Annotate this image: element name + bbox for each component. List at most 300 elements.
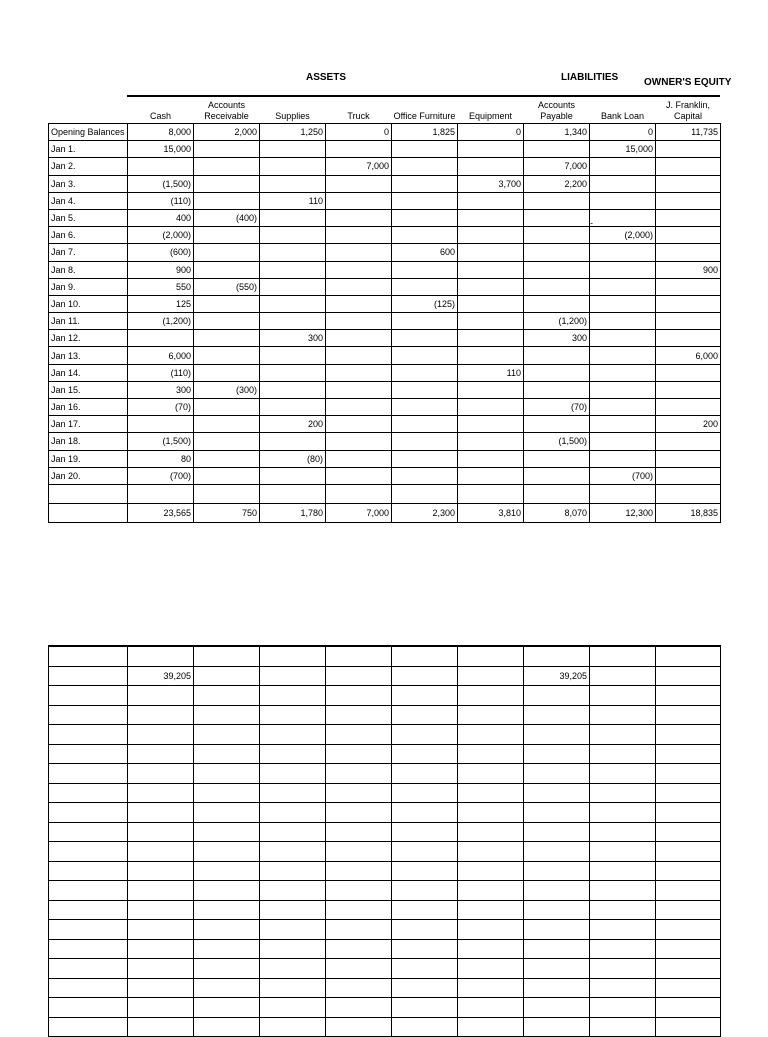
cell-furniture [392,416,458,433]
column-header-line1 [130,100,192,111]
cell-truck [326,141,392,158]
worksheet-cell [326,978,392,998]
cell-supplies [260,158,326,175]
row-description: Jan 1. [49,141,128,158]
cell-furniture [392,209,458,226]
cell-capital [656,295,721,312]
worksheet-cell [49,705,128,725]
worksheet-cell [392,705,458,725]
cell-truck [326,278,392,295]
worksheet-row [49,744,721,764]
worksheet-cell [326,744,392,764]
worksheet-cell [326,725,392,745]
transaction-row [49,141,721,158]
cell-supplies [260,381,326,398]
worksheet-cell [524,705,590,725]
cell-ar [194,192,260,209]
worksheet-cell [524,822,590,842]
worksheet-cell [49,900,128,920]
cell-truck [326,450,392,467]
cell-cash: 550 [128,278,194,295]
cell-ap [524,450,590,467]
cell-capital: 200 [656,416,721,433]
worksheet-cell: 39,205 [128,666,194,686]
cell-equipment [458,450,524,467]
worksheet-cell [590,666,656,686]
worksheet-cell [128,705,194,725]
worksheet-cell [590,939,656,959]
worksheet-cell [524,1017,590,1037]
worksheet-cell [656,646,721,666]
worksheet-cell [656,744,721,764]
worksheet-cell [524,861,590,881]
worksheet-cell [260,978,326,998]
cell-supplies: 1,250 [260,124,326,141]
total-ar: 750 [194,503,260,522]
cell-ap [524,209,590,226]
worksheet-cell [590,783,656,803]
column-header-line2: Office Furniture [393,111,456,121]
total-supplies: 1,780 [260,503,326,522]
worksheet-cell [49,881,128,901]
worksheet-cell [49,822,128,842]
transaction-row [49,381,721,398]
cell-equipment [458,227,524,244]
worksheet-cell [326,998,392,1018]
empty-cell [49,484,128,503]
empty-cell [656,484,721,503]
cell-loan [590,381,656,398]
cell-truck [326,192,392,209]
total-capital: 18,835 [656,503,721,522]
worksheet-cell [326,783,392,803]
column-header-line1: Accounts [207,100,246,110]
worksheet-cell [49,842,128,862]
worksheet-cell [392,861,458,881]
cell-equipment [458,295,524,312]
row-description: Jan 12. [49,330,128,347]
cell-capital: 900 [656,261,721,278]
worksheet-cell [260,646,326,666]
worksheet-cell [392,744,458,764]
worksheet-row [49,783,721,803]
worksheet-row [49,803,721,823]
cell-loan [590,347,656,364]
cell-furniture [392,261,458,278]
cell-cash: 8,000 [128,124,194,141]
cell-ap: (1,200) [524,313,590,330]
worksheet-cell [524,803,590,823]
cell-supplies [260,175,326,192]
cell-truck: 0 [326,124,392,141]
worksheet-cell [326,920,392,940]
cell-capital [656,433,721,450]
worksheet-cell [326,686,392,706]
worksheet-cell [128,959,194,979]
worksheet-cell [260,744,326,764]
cell-equipment [458,347,524,364]
column-header-line2: Supplies [275,111,310,121]
transaction-row [49,192,721,209]
column-header-ap [524,97,590,124]
row-description: Jan 10. [49,295,128,312]
worksheet-cell [194,646,260,666]
worksheet-cell [49,725,128,745]
column-header-supplies [260,97,326,124]
cell-ap [524,244,590,261]
transaction-row [49,313,721,330]
row-description: Jan 5. [49,209,128,226]
cell-supplies [260,399,326,416]
worksheet-cell [524,744,590,764]
transaction-row [49,244,721,261]
cell-cash: (70) [128,399,194,416]
worksheet-cell [326,705,392,725]
cell-supplies: (80) [260,450,326,467]
worksheet-cell [194,1017,260,1037]
worksheet-cell [128,920,194,940]
cell-ar: 2,000 [194,124,260,141]
opening-balances-row [49,124,721,141]
row-description: Jan 16. [49,399,128,416]
cell-supplies [260,364,326,381]
total-furniture: 2,300 [392,503,458,522]
worksheet-cell [194,725,260,745]
cell-ar [194,227,260,244]
worksheet-cell [326,646,392,666]
cell-furniture [392,278,458,295]
cell-loan [590,433,656,450]
cell-capital [656,364,721,381]
worksheet-cell [194,783,260,803]
total-equipment: 3,810 [458,503,524,522]
liabilities-heading: LIABILITIES [561,72,619,83]
cell-capital [656,227,721,244]
worksheet-cell [524,686,590,706]
worksheet-cell [49,783,128,803]
worksheet-row [49,900,721,920]
worksheet-cell [458,939,524,959]
cell-supplies [260,261,326,278]
worksheet-cell [392,686,458,706]
worksheet-cell [590,686,656,706]
cell-ar [194,295,260,312]
worksheet-row [49,646,721,666]
worksheet-cell [590,646,656,666]
worksheet-cell [49,744,128,764]
worksheet-cell [194,881,260,901]
cell-furniture [392,141,458,158]
owners-equity-heading: OWNER'S EQUITY [644,77,732,88]
empty-cell [458,484,524,503]
column-header-truck [326,97,392,124]
worksheet-cell [260,666,326,686]
worksheet-cell [392,783,458,803]
cell-cash: (700) [128,467,194,484]
cell-furniture: 1,825 [392,124,458,141]
cell-ap [524,416,590,433]
worksheet-cell [524,959,590,979]
cell-capital [656,209,721,226]
worksheet-cell [656,666,721,686]
worksheet-cell [392,646,458,666]
worksheet-cell [524,783,590,803]
row-description: Jan 4. [49,192,128,209]
worksheet-cell [458,686,524,706]
cell-loan: 0 [590,124,656,141]
row-description: Jan 9. [49,278,128,295]
cell-truck [326,416,392,433]
worksheet-cell [458,920,524,940]
cell-loan: (2,000) [590,227,656,244]
column-header-line2: Truck [347,111,370,121]
cell-furniture [392,227,458,244]
column-header-cash [128,97,194,124]
column-header-line2: Equipment [468,111,513,121]
cell-cash: (110) [128,364,194,381]
cell-loan [590,209,656,226]
cell-truck [326,244,392,261]
worksheet-row [49,959,721,979]
transaction-row [49,175,721,192]
worksheet-cell [392,666,458,686]
worksheet-cell [590,1017,656,1037]
worksheet-cell [656,978,721,998]
cell-furniture [392,330,458,347]
worksheet-cell [458,959,524,979]
worksheet-cell [260,900,326,920]
worksheet-cell [392,900,458,920]
worksheet-cell [590,744,656,764]
worksheet-cell [392,842,458,862]
transaction-row [49,278,721,295]
worksheet-cell [590,822,656,842]
worksheet-row [49,920,721,940]
cell-truck [326,330,392,347]
cell-ar [194,450,260,467]
worksheet-cell [128,978,194,998]
cell-capital [656,381,721,398]
worksheet-cell [458,978,524,998]
cell-loan [590,278,656,295]
column-header-row [49,97,721,124]
cell-supplies [260,347,326,364]
cell-capital [656,192,721,209]
worksheet-cell [194,939,260,959]
cell-furniture [392,433,458,450]
column-header-line1: J. Franklin, [665,100,710,110]
worksheet-row [49,705,721,725]
worksheet-cell [260,803,326,823]
cell-supplies: 200 [260,416,326,433]
cell-ap [524,364,590,381]
worksheet-cell [128,998,194,1018]
cell-equipment [458,381,524,398]
worksheet-cell [590,725,656,745]
cell-equipment [458,330,524,347]
total-ap: 8,070 [524,503,590,522]
worksheet-cell [458,881,524,901]
cell-truck [326,399,392,416]
worksheet-cell [260,998,326,1018]
worksheet-cell [590,881,656,901]
cell-ar: (550) [194,278,260,295]
cell-furniture [392,175,458,192]
worksheet-cell [326,1017,392,1037]
cell-ar [194,416,260,433]
column-header-line2: Bank Loan [600,111,645,121]
cell-loan [590,399,656,416]
worksheet-cell [590,998,656,1018]
cell-cash: (1,500) [128,433,194,450]
worksheet-cell [194,842,260,862]
worksheet-cell [326,842,392,862]
column-header-furniture [392,97,458,124]
worksheet-cell [326,861,392,881]
cell-capital: 11,735 [656,124,721,141]
worksheet-cell [260,705,326,725]
transaction-row [49,261,721,278]
cell-ap: 7,000 [524,158,590,175]
transaction-row [49,347,721,364]
worksheet-cell [128,900,194,920]
transaction-row [49,364,721,381]
worksheet-cell [194,920,260,940]
worksheet-cell [524,998,590,1018]
worksheet-cell [260,1017,326,1037]
worksheet-cell [392,803,458,823]
cell-ap [524,295,590,312]
description-header [49,97,128,124]
cell-ap [524,227,590,244]
cell-capital [656,399,721,416]
column-header-line1 [262,100,324,111]
worksheet-cell [656,861,721,881]
worksheet-cell [49,666,128,686]
worksheet-row [49,822,721,842]
cell-ap [524,141,590,158]
worksheet-cell [524,725,590,745]
worksheet-cell [260,822,326,842]
transaction-row [49,158,721,175]
worksheet-cell [326,666,392,686]
column-header-ar [194,97,260,124]
cell-supplies [260,141,326,158]
row-description: Jan 3. [49,175,128,192]
cell-ar: (400) [194,209,260,226]
transaction-row [49,450,721,467]
spacer-row [49,484,721,503]
cell-supplies [260,467,326,484]
worksheet-cell [656,842,721,862]
worksheet-cell [128,783,194,803]
cell-equipment [458,244,524,261]
cell-truck [326,433,392,450]
transaction-row [49,416,721,433]
worksheet-cell [458,666,524,686]
cell-furniture [392,399,458,416]
cell-furniture [392,313,458,330]
cell-equipment [458,209,524,226]
column-header-capital [656,97,721,124]
worksheet-cell [458,744,524,764]
transaction-row [49,399,721,416]
cell-furniture: 600 [392,244,458,261]
row-description: Jan 15. [49,381,128,398]
worksheet-cell [458,803,524,823]
worksheet-cell [49,646,128,666]
worksheet-cell [49,803,128,823]
worksheet-cell [326,939,392,959]
cell-equipment [458,192,524,209]
cell-ap: 300 [524,330,590,347]
cell-loan [590,158,656,175]
cell-supplies [260,244,326,261]
cell-equipment [458,158,524,175]
cell-ap: (70) [524,399,590,416]
worksheet-cell [260,861,326,881]
cell-ap: 2,200 [524,175,590,192]
worksheet-cell [194,998,260,1018]
worksheet-cell [458,646,524,666]
cell-truck [326,227,392,244]
cell-equipment: 0 [458,124,524,141]
worksheet-cell [524,939,590,959]
cell-truck [326,313,392,330]
cell-cash: 6,000 [128,347,194,364]
column-header-line1: Accounts [537,100,576,110]
worksheet-cell [194,803,260,823]
cell-capital [656,244,721,261]
worksheet-cell [260,920,326,940]
cell-loan [590,244,656,261]
worksheet-cell [656,1017,721,1037]
worksheet-cell [524,920,590,940]
cell-cash [128,416,194,433]
worksheet-cell [458,783,524,803]
worksheet-cell [128,764,194,784]
cell-supplies [260,295,326,312]
cell-capital [656,175,721,192]
worksheet-cell [458,1017,524,1037]
cell-supplies [260,313,326,330]
cell-cash: 400 [128,209,194,226]
cell-supplies: 300 [260,330,326,347]
worksheet-cell [260,725,326,745]
cell-cash: 80 [128,450,194,467]
worksheet-cell [590,861,656,881]
worksheet-cell [458,725,524,745]
transaction-row [49,227,721,244]
column-header-line1 [460,100,522,111]
cell-loan [590,313,656,330]
worksheet-cell [524,881,590,901]
cell-cash: (110) [128,192,194,209]
worksheet-cell [194,900,260,920]
worksheet-cell [260,842,326,862]
worksheet-cell [49,998,128,1018]
cell-furniture [392,450,458,467]
worksheet-cell [326,881,392,901]
cell-equipment [458,141,524,158]
column-header-line2: Payable [540,111,573,121]
transaction-row [49,295,721,312]
empty-cell [524,484,590,503]
cell-cash: (1,200) [128,313,194,330]
worksheet-cell [49,978,128,998]
worksheet-cell [656,803,721,823]
cell-ap [524,261,590,278]
